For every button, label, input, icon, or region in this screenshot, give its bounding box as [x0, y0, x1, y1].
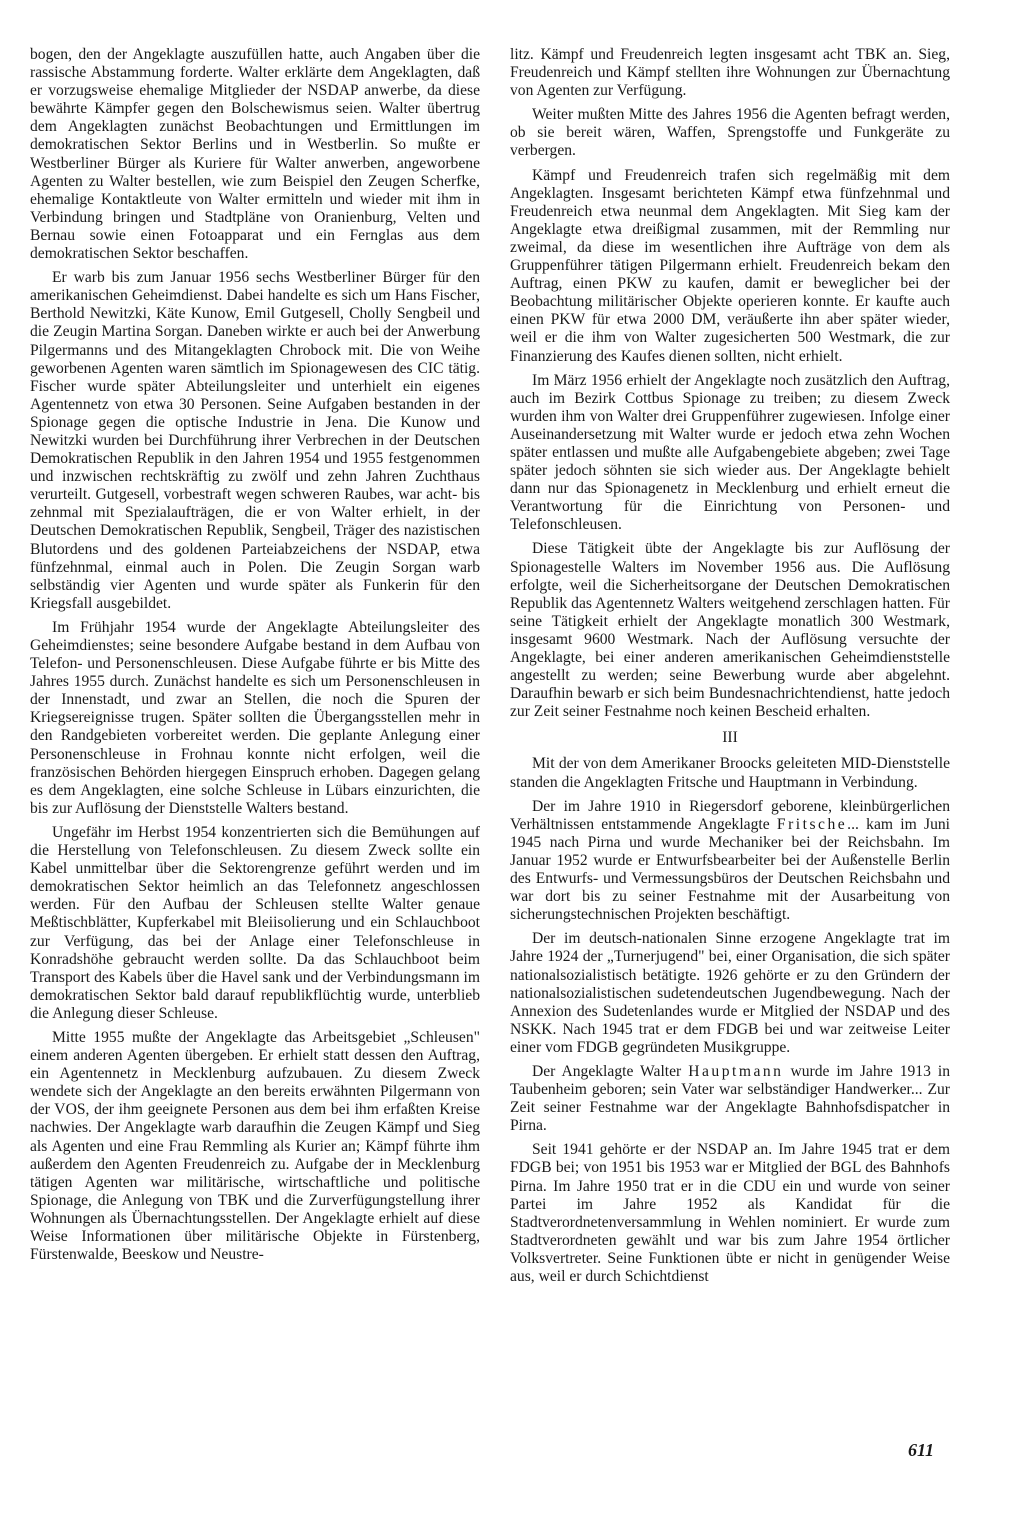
left-column	[30, 46, 480, 1270]
defendant-name: Fritsche	[776, 815, 848, 833]
paragraph: Der im deutsch-nationalen Sinne erzogene Angeklagte trat im Jahre 1924 der „Turnerjugend" bei, einer Organisation, die sich später nationalsozialistisch betätigte. 1926 gehörte er zu den Gründern der nationalsozialistischen sudetendeutschen Jugendbewegung. Nach der Annexion des Sudetenlandes wurde er Mitglied der NSDAP und des NSKK. Nach 1945 trat er dem FDGB bei und war zeitweise Leiter einer vom FDGB gegründeten Musikgruppe.	[510, 930, 950, 1056]
paragraph: Seit 1941 gehörte er der NSDAP an. Im Jahre 1945 trat er dem FDGB bei; von 1951 bis 1953 war er Mitglied der BGL des Bahnhofs Pirna. Im Jahre 1950 trat er in die CDU ein und wurde von seiner Partei im Jahre 1952 als Kandidat für die Stadtverordnetenversammlung in Wehlen nominiert. Er wurde zum Stadtverordneten gewählt und war bis zum Jahre 1954 örtlicher Volksvertreter. Seine Funktionen übte er nicht in genügender Weise aus, weil er durch Schichtdienst	[510, 1141, 950, 1285]
paragraph-text: Der Angeklagte Walter	[532, 1062, 689, 1080]
paragraph	[510, 1063, 950, 1135]
defendant-name: Hauptmann	[688, 1062, 784, 1080]
paragraph: Mitte 1955 mußte der Angeklagte das Arbeitsgebiet „Schleusen" einem anderen Agenten übergeben. Er erhielt statt dessen den Auftrag, ein Agentennetz in Mecklenburg aufzubauen. Zu diesem Zweck wendete sich der Angeklagte an den bereits erwähnten Pilgermann von der VOS, der ihm geeignete Personen aus dem bei ihm erfaßten Kreise nachwies. Der Angeklagte warb daraufhin die Zeugen Kämpf und Sieg als Agenten und eine Frau Remmling als Kurier an; Kämpf führte ihm außerdem den Agenten Freudenreich zu. Aufgabe der in Mecklenburg tätigen Agenten war militärische, wirtschaftliche und politische Spionage, die Anlegung von TBK und die Zurverfügungstellung ihrer Wohnungen als Übernachtungsstellen. Der Angeklagte erhielt auf diese Weise Informationen über militärische Objekte in Fürstenberg, Fürstenwalde, Beeskow und Neustre-	[30, 1028, 480, 1264]
right-column	[510, 46, 950, 1292]
paragraph: Weiter mußten Mitte des Jahres 1956 die Agenten befragt werden, ob sie bereit wären, Waffen, Sprengstoffe und Funkgeräte zu verbergen.	[510, 106, 950, 160]
paragraph: Im März 1956 erhielt der Angeklagte noch zusätzlich den Auftrag, auch im Bezirk Cottbus Spionage zu treiben; zu diesem Zweck wurden ihm von Walter drei Gruppenführer zugewiesen. Infolge einer Auseinandersetzung mit Walter wurde er jedoch etwa zehn Wochen später entlassen und mußte alle Aufgabengebiete abgeben; zwei Tage später jedoch söhnten sie sich wieder aus. Der Angeklagte behielt dann nur das Spionagenetz in Mecklenburg und erhielt erneut die Verantwortung für die Einrichtung von Personen- und Telefonschleusen.	[510, 371, 950, 534]
paragraph: Mit der von dem Amerikaner Broocks geleiteten MID-Dienststelle standen die Angeklagten Fritsche und Hauptmann in Verbindung.	[510, 755, 950, 791]
paragraph-text: Der im Jahre 1910 in Riegersdorf geborene, kleinbürgerlichen Verhältnissen entstammende Angeklagte	[510, 797, 950, 833]
page-number: 611	[908, 1440, 935, 1460]
paragraph: Ungefähr im Herbst 1954 konzentrierten sich die Bemühungen auf die Herstellung von Telefonschleusen. Zu diesem Zweck sollte ein Kabel unmittelbar über die Sektorengrenze geführt werden und im demokratischen Sektor heimlich an das Telefonnetz angeschlossen werden. Für den Aufbau der Schleusen stellte Walter genaue Meßtischblätter, Kupferkabel mit Bleiisolierung und ein Schlauchboot zur Verfügung, das bei der Anlage einer Telefonschleuse in Konradshöhe gebraucht werden sollte. Da das Schlauchboot beim Transport des Kabels über die Havel sank und der Verbindungsmann im demokratischen Sektor bald darauf republikflüchtig wurde, unterblieb die Anlegung dieser Schleuse.	[30, 823, 480, 1022]
section-heading: III	[722, 729, 738, 747]
paragraph-text: wurde im Jahre 1913 in Taubenheim geboren; sein Vater war selbständiger Handwerker... Zur Zeit seiner Festnahme war der Angeklagte Bahnhofsdispatcher in Pirna.	[510, 1062, 951, 1135]
paragraph: litz. Kämpf und Freudenreich legten insgesamt acht TBK an. Sieg, Freudenreich und Kämpf stellten ihre Wohnungen zur Übernachtung von Agenten zur Verfügung.	[510, 46, 950, 100]
paragraph: Diese Tätigkeit übte der Angeklagte bis zur Auflösung der Spionagestelle Walters im November 1956 aus. Die Auflösung erfolgte, weil die Sicherheitsorgane der Deutschen Demokratischen Republik das Agentennetz Walters weitgehend zerschlagen hatten. Für seine Tätigkeit erhielt der Angeklagte monatlich 300 Westmark, insgesamt 9600 Westmark. Nach der Auflösung versuchte der Angeklagte, bei einer anderen amerikanischen Geheimdienststelle angestellt zu werden; seine Bewerbung wurde aber abgelehnt. Daraufhin bewarb er sich beim Bundesnachrichtendienst, hatte jedoch zur Zeit seiner Festnahme noch keinen Bescheid erhalten.	[510, 540, 950, 721]
paragraph	[510, 798, 950, 925]
paragraph: Er warb bis zum Januar 1956 sechs Westberliner Bürger für den amerikanischen Geheimdienst. Dabei handelte es sich um Hans Fischer, Berthold Newitzki, Käte Kunow, Emil Gutgesell, Cholly Sengbeil und die Zeugin Martina Sorgan. Daneben wirkte er auch bei der Anwerbung Pilgermanns und des Mitangeklagten Chrobock mit. Die von Weihe geworbenen Agenten waren sämtlich im Spionagewesen des CIC tätig. Fischer wurde später Abteilungsleiter und unterhielt ein eigenes Agentennetz von etwa 30 Personen. Seine Aufgaben bestanden in der Spionage gegen die optische Industrie in Jena. Die Kunow und Newitzki wurden bei Durchführung ihrer Verbrechen in der Deutschen Demokratischen Republik in den Jahren 1954 und 1955 festgenommen und inzwischen rechtskräftig zu zwölf und zehn Jahren Zuchthaus verurteilt. Gutgesell, vorbestraft wegen schweren Raubes, war acht- bis zehnmal mit Spezialaufträgen, die er von Walter erhielt, in der Deutschen Demokratischen Republik, Sengbeil, Träger des nazistischen Blutordens und des goldenen Parteiabzeichens der NSDAP, etwa fünfzehnmal, einmal auch in Polen. Die Zeugin Sorgan warb selbständig vier Agenten und wurde später als Funkerin für den Kriegsfall ausgebildet.	[30, 269, 480, 612]
paragraph: Im Frühjahr 1954 wurde der Angeklagte Abteilungsleiter des Geheimdienstes; seine besondere Aufgabe bestand in dem Aufbau von Telefon- und Personenschleusen. Diese Aufgabe führte er bis Mitte des Jahres 1955 durch. Zunächst handelte es sich um Personenschleusen in der Innenstadt, und zwar an Stellen, die noch die Spuren der Kriegsereignisse trugen. Später sollten die Übergangsstellen mehr in den Randgebieten vorbereitet werden. Die geplante Anlegung einer Personenschleuse in Frohnau konnte nicht erfolgen, weil die französischen Behörden hiergegen Einspruch erhoben. Dagegen gelang es dem Angeklagten, eine solche Schleuse in Lübars einzurichten, die bis zur Auflösung der Dienststelle Walters bestand.	[30, 618, 480, 817]
paragraph: bogen, den der Angeklagte auszufüllen hatte, auch Angaben über die rassische Abstammung forderte. Walter erklärte dem Angeklagten, daß er vorzugsweise ehemalige Mitglieder der NSDAP anwerbe, da diese bewährte Kämpfer gegen den Bolschewismus seien. Walter übertrug dem Angeklagten zunächst Beobachtungen und Ermittlungen im demokratischen Sektor Berlins und in Westberlin. So mußte er Westberliner Bürger als Kuriere für Walter anwerben, angeworbene Agenten zu Walter bestellen, wie zum Beispiel den Zeugen Scherfke, ehemalige Kontaktleute von Walter ermitteln und wieder mit ihm in Verbindung bringen und Stadtpläne von Oranienburg, Velten und Bernau sowie einen Fotoapparat und ein Fernglas aus dem demokratischen Sektor beschaffen.	[30, 46, 480, 263]
paragraph: Kämpf und Freudenreich trafen sich regelmäßig mit dem Angeklagten. Insgesamt berichteten Kämpf etwa fünfzehnmal und Freudenreich etwa neunmal dem Angeklagten. Mit Sieg kam der Angeklagte etwa dreißigmal zusammen, mit der Remmling nur zweimal, da diese im wesentlichen ihre Aufträge von dem als Gruppenführer tätigen Pilgermann erhielt. Freudenreich bekam den Auftrag, einen PKW zu kaufen, damit er beweglicher bei der Beobachtung militärischer Objekte operieren konnte. Er kaufte auch einen PKW für etwa 2000 DM, veräußerte ihn aber später wieder, weil er die ihm von Walter zugesicherten 500 Westmark, die zur Finanzierung des Kaufes dienen sollten, nicht erhielt.	[510, 166, 950, 365]
paragraph-text: ... kam im Juni 1945 nach Pirna und wurde Mechaniker bei der Reichsbahn. Im Januar 1952 wurde er Entwurfsbearbeiter bei der Außenstelle Berlin des Entwurfs- und Vermessungsbüros der Deutschen Reichsbahn und war dort bis zu seiner Festnahme mit der Ausarbeitung von sicherungstechnischen Projekten beschäftigt.	[510, 815, 950, 924]
